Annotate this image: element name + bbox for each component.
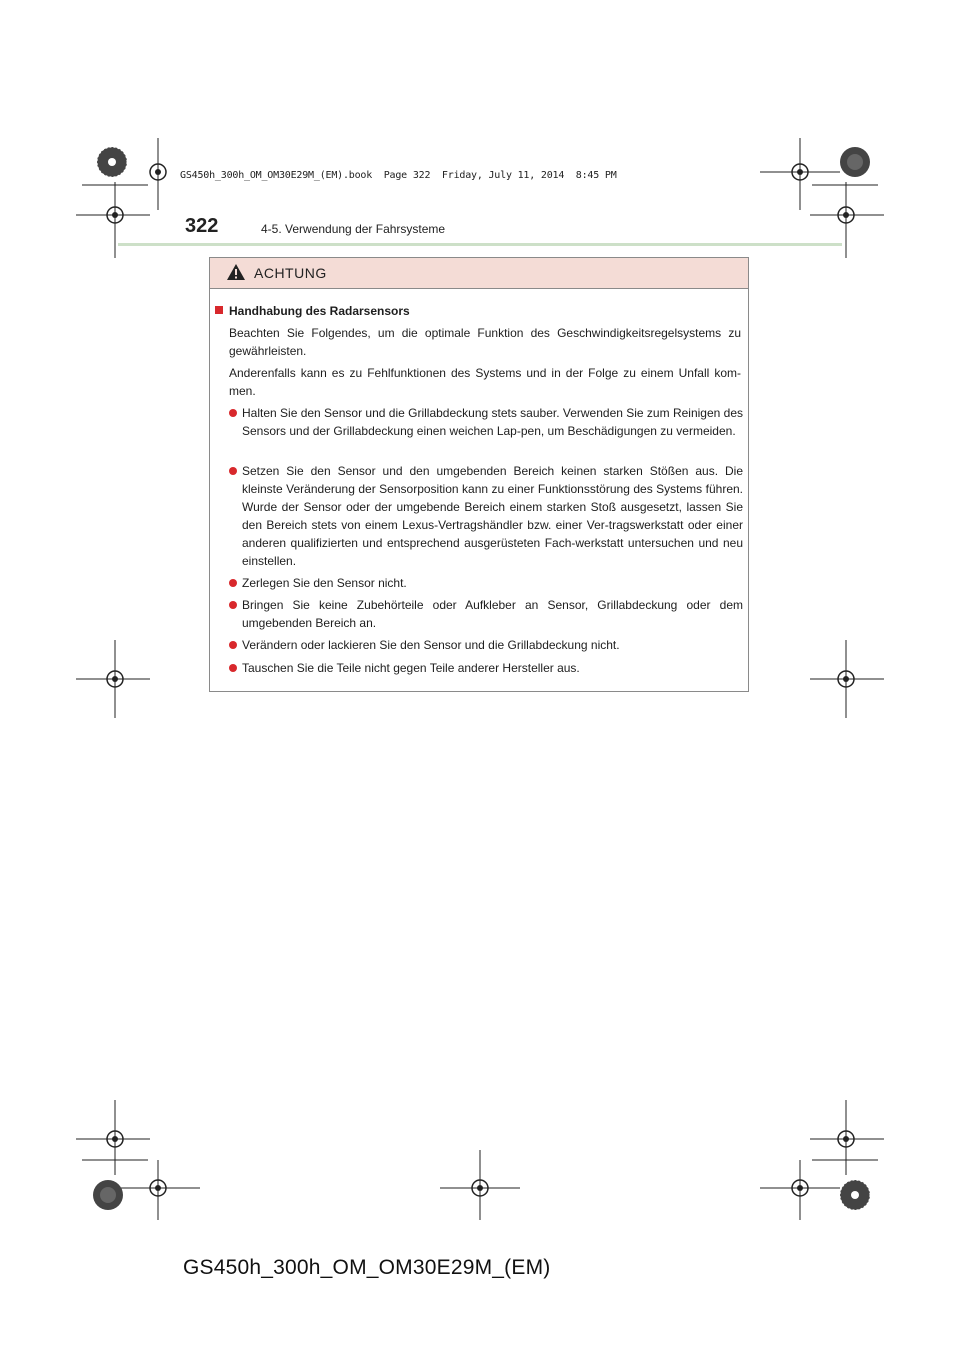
- intro-paragraph: Beachten Sie Folgendes, um die optimale Funktion des Geschwindigkeitsregelsystems zu gewährleisten.: [229, 326, 741, 358]
- square-bullet-icon: [215, 306, 223, 314]
- footer-code: GS450h_300h_OM_OM30E29M_(EM): [183, 1256, 551, 1279]
- list-item-text: Bringen Sie keine Zubehörteile oder Aufkleber an Sensor, Grillabdeckung oder dem umgebenden Bereich an.: [242, 598, 743, 630]
- bullet-dot-icon: [229, 664, 237, 672]
- list-item: [229, 404, 743, 440]
- list-item: [229, 636, 743, 654]
- header-rule: [118, 243, 842, 246]
- list-item: [229, 659, 743, 677]
- bullet-dot-icon: [229, 641, 237, 649]
- page-number: 322: [185, 215, 219, 237]
- warning-triangle-icon: [226, 263, 246, 281]
- section-title: 4-5. Verwendung der Fahrsysteme: [261, 222, 446, 236]
- list-item: [229, 596, 743, 632]
- list-item: [229, 574, 743, 592]
- list-item-text: Setzen Sie den Sensor und den umgebenden Bereich keinen starken Stößen aus. Die kleinste Veränderung der Sensorposition kann zu einer Funktionsstörung des Systems führen. Wurde der Sensor oder der umgebende Bereich einem starken Stoß ausgesetzt, lassen Sie den Bereich stets von einem Lexus-Vertragshändler bzw. einer Ver-tragswerkstatt oder einer anderen qualifizierten und entsprechend ausgerüsteten Fach-werkstatt untersuchen und neu einstellen.: [242, 464, 743, 568]
- list-item-text: Zerlegen Sie den Sensor nicht.: [242, 576, 407, 590]
- warning-box: [209, 257, 749, 692]
- section-heading: [215, 302, 410, 320]
- bullet-dot-icon: [229, 579, 237, 587]
- bullet-dot-icon: [229, 467, 237, 475]
- bullet-dot-icon: [229, 601, 237, 609]
- warning-label: ACHTUNG: [254, 265, 327, 281]
- list-item: [229, 462, 743, 570]
- book-info-line: GS450h_300h_OM_OM30E29M_(EM).book Page 322 Friday, July 11, 2014 8:45 PM: [180, 170, 617, 181]
- bullet-dot-icon: [229, 409, 237, 417]
- intro-paragraph: Anderenfalls kann es zu Fehlfunktionen des Systems und in der Folge zu einem Unfall kom-men.: [229, 366, 741, 398]
- list-item-text: Halten Sie den Sensor und die Grillabdeckung stets sauber. Verwenden Sie zum Reinigen des Sensors und der Grillabdeckung einen weichen Lap-pen, um Beschädigungen zu vermeiden.: [242, 406, 743, 438]
- warning-header: [210, 258, 748, 289]
- section-heading-text: Handhabung des Radarsensors: [229, 304, 410, 318]
- list-item-text: Tauschen Sie die Teile nicht gegen Teile anderer Hersteller aus.: [242, 661, 580, 675]
- list-item-text: Verändern oder lackieren Sie den Sensor und die Grillabdeckung nicht.: [242, 638, 620, 652]
